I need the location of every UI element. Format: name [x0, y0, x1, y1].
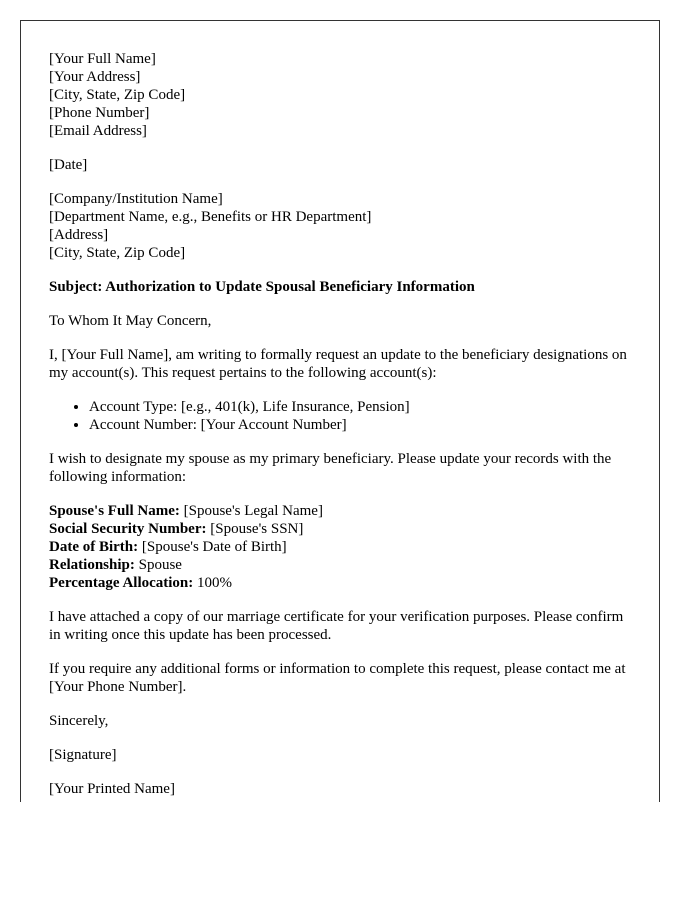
sender-name: [Your Full Name] — [49, 51, 156, 67]
intro-paragraph: I, [Your Full Name], am writing to formally request an update to the beneficiary designations on my account(s). This request pertains to the following account(s): — [49, 347, 627, 381]
designate-paragraph: I wish to designate my spouse as my primary beneficiary. Please update your records with the following information: — [49, 451, 612, 485]
recipient-city: [City, State, Zip Code] — [49, 245, 186, 261]
spouse-info — [49, 502, 631, 592]
list-item: • Account Type: [e.g., 401(k), Life Insurance, Pension] — [89, 398, 631, 416]
letter-page — [20, 20, 660, 802]
sender-block — [49, 50, 631, 140]
sender-email: [Email Address] — [49, 123, 147, 139]
field-value: Spouse — [134, 557, 182, 573]
printed-name: [Your Printed Name] — [49, 781, 175, 797]
field-label: Date of Birth: — [49, 539, 139, 555]
account-list — [49, 398, 631, 434]
list-item: • Account Number: [Your Account Number] — [89, 416, 631, 434]
field-label: Spouse's Full Name: — [49, 503, 180, 519]
date: [Date] — [49, 157, 88, 173]
sender-address: [Your Address] — [49, 69, 141, 85]
field-label: Social Security Number: — [49, 521, 207, 537]
field-value: [Spouse's SSN] — [206, 521, 304, 537]
recipient-company: [Company/Institution Name] — [49, 191, 223, 207]
attached-paragraph: I have attached a copy of our marriage certificate for your verification purposes. Please confirm in writing once this update has been processed. — [49, 609, 624, 643]
subject-line: Subject: Authorization to Update Spousal Beneficiary Information — [49, 279, 475, 295]
field-value: [Spouse's Date of Birth] — [138, 539, 287, 555]
sender-city: [City, State, Zip Code] — [49, 87, 186, 103]
recipient-address: [Address] — [49, 227, 109, 243]
recipient-department: [Department Name, e.g., Benefits or HR Department] — [49, 209, 372, 225]
field-value: [Spouse's Legal Name] — [179, 503, 323, 519]
field-label: Percentage Allocation: — [49, 575, 194, 591]
recipient-block — [49, 190, 631, 262]
signature: [Signature] — [49, 747, 117, 763]
closing: Sincerely, — [49, 713, 109, 729]
contact-paragraph: If you require any additional forms or information to complete this request, please contact me at [Your Phone Number]. — [49, 661, 626, 695]
field-value: 100% — [193, 575, 233, 591]
salutation: To Whom It May Concern, — [49, 313, 212, 329]
sender-phone: [Phone Number] — [49, 105, 150, 121]
field-label: Relationship: — [49, 557, 135, 573]
